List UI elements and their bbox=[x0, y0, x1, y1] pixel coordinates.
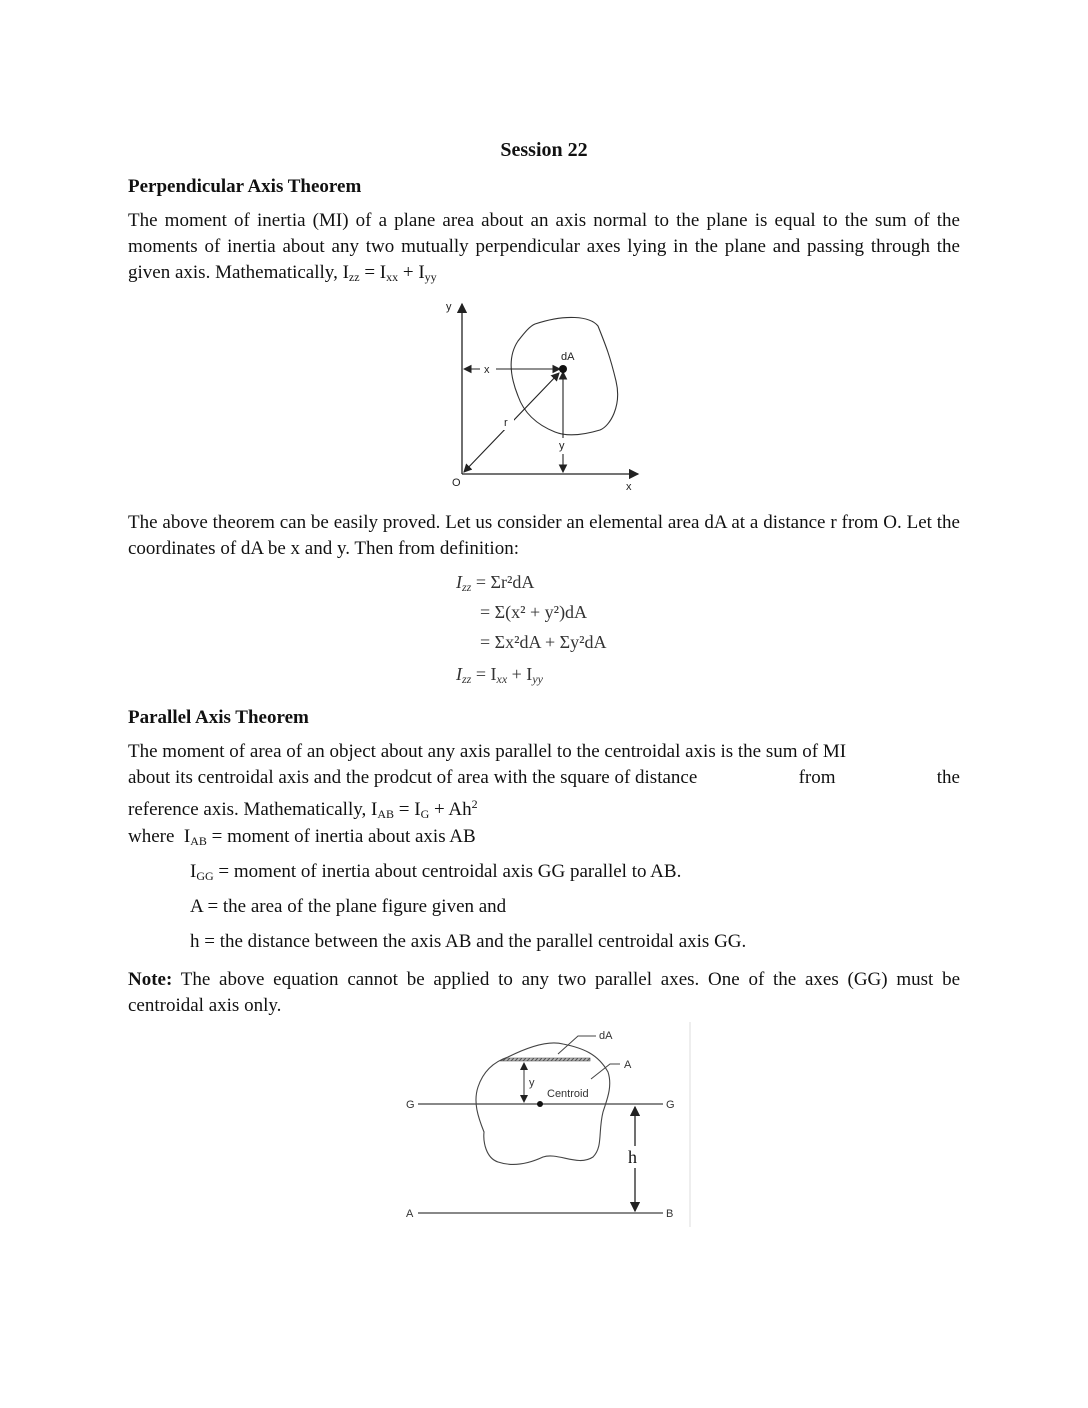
parallel-theorem-paragraph bbox=[128, 739, 960, 827]
element-strip bbox=[500, 1058, 590, 1061]
label-B-axis: B bbox=[666, 1208, 674, 1220]
dA-leader bbox=[558, 1036, 596, 1054]
note-label: Note: bbox=[128, 969, 173, 990]
label-x-axis: x bbox=[626, 481, 632, 493]
derivation-line-1: $I_{zz} = \Sigma r^2dA$ bbox=[456, 572, 535, 594]
area-outline bbox=[511, 317, 617, 434]
label-h: h bbox=[628, 1147, 637, 1167]
A-leader bbox=[591, 1064, 620, 1079]
element-dot bbox=[559, 365, 567, 373]
label-A-area: A bbox=[624, 1059, 632, 1071]
parallel-formula: $I_{AB} = I_G + Ah^2$ bbox=[371, 797, 478, 821]
label-G-right: G bbox=[666, 1099, 675, 1111]
definition-a: A = the area of the plane figure given and bbox=[190, 896, 507, 917]
paragraph-line-2: about its centroidal axis and the prodcut of area with the square of distance from the bbox=[128, 767, 960, 788]
label-G-left: G bbox=[406, 1099, 415, 1111]
parallel-axis-figure bbox=[398, 1022, 698, 1227]
label-origin: O bbox=[452, 477, 461, 489]
paragraph-line-1: The moment of area of an object about any axis parallel to the centroidal axis is the sum of MI bbox=[128, 741, 847, 762]
paragraph-line-3: reference axis. Mathematically, $I_{AB} = I_G + Ah^2$ bbox=[128, 797, 478, 821]
label-y: y bbox=[529, 1077, 535, 1089]
perpendicular-axis-figure bbox=[440, 296, 650, 496]
label-y-axis: y bbox=[446, 301, 452, 313]
definition-h: h = the distance between the axis AB and the parallel centroidal axis GG. bbox=[190, 931, 747, 952]
centroid-dot bbox=[537, 1101, 543, 1107]
proof-paragraph: The above theorem can be easily proved. Let us consider an elemental area dA at a distance r from O. Let the coordinates of dA be x and y. Then from definition: bbox=[128, 512, 960, 559]
label-x-distance: x bbox=[484, 364, 490, 376]
derivation-line-2: = Σ(x² + y²)dA bbox=[480, 602, 588, 622]
definition-where: where $I_{AB}$ = moment of inertia about axis AB bbox=[128, 826, 476, 848]
derivation-line-4: $I_{zz} = I_{xx} + I_{yy}$ bbox=[456, 664, 543, 686]
perpendicular-theorem-paragraph bbox=[128, 208, 960, 290]
heading-perpendicular-axis-theorem: Perpendicular Axis Theorem bbox=[128, 176, 362, 197]
note-paragraph: Note: The above equation cannot be applied to any two parallel axes. One of the axes (GG) must be centroidal axis only. bbox=[128, 969, 960, 1016]
label-y-distance: y bbox=[559, 440, 565, 452]
label-dA: dA bbox=[599, 1030, 613, 1042]
session-title: Session 22 bbox=[500, 139, 588, 161]
definition-igg: $I_{GG}$ = moment of inertia about centroidal axis GG parallel to AB. bbox=[190, 861, 682, 883]
heading-parallel-axis-theorem: Parallel Axis Theorem bbox=[128, 707, 309, 728]
label-centroid: Centroid bbox=[547, 1088, 589, 1100]
paragraph-text: The moment of inertia (MI) of a plane area about an axis normal to the plane is equal to the sum of the moments of inertia about any two mutually perpendicular axes lying in the plane and passing through the given axis. Mathematically, bbox=[128, 210, 960, 283]
label-r: r bbox=[504, 417, 508, 429]
derivation-line-3: = Σx²dA + Σy²dA bbox=[480, 632, 607, 652]
perpendicular-formula: $I_{zz} = I_{xx} + I_{yy}$ bbox=[342, 262, 437, 284]
label-A-axis: A bbox=[406, 1208, 414, 1220]
label-dA: dA bbox=[561, 351, 575, 363]
